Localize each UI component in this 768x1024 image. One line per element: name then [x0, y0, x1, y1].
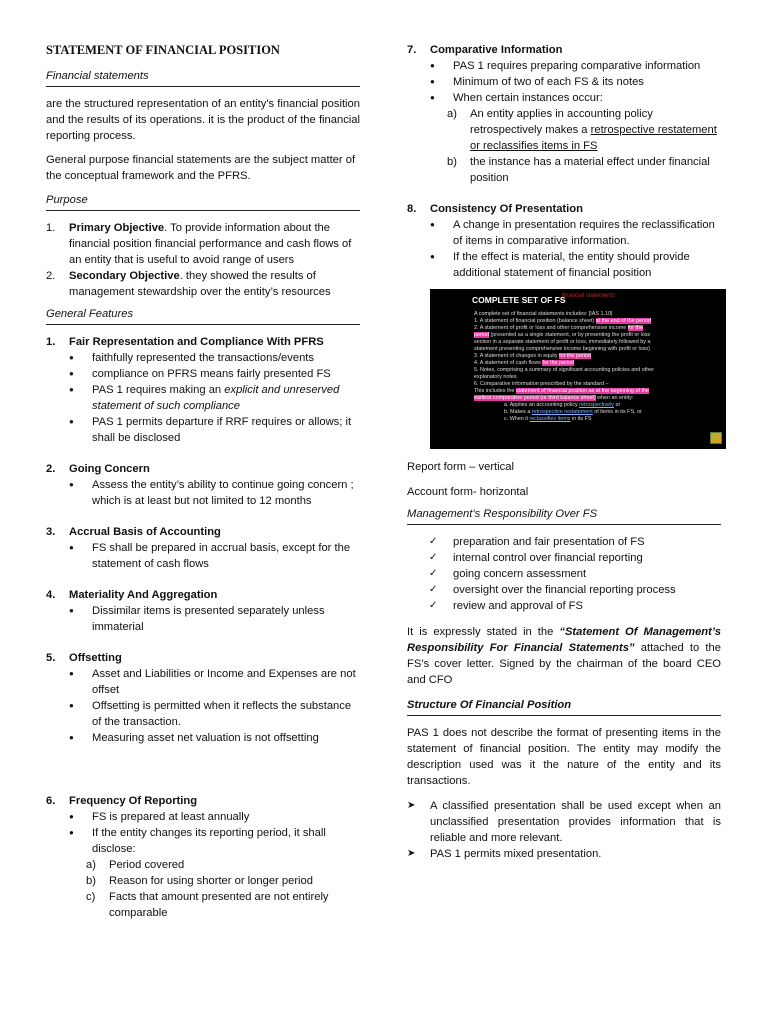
slide-text: 1. A statement of financial position (balance sheet): [474, 318, 596, 324]
feature-title-text: Going Concern: [69, 463, 150, 475]
alpha-marker: a): [86, 859, 96, 871]
bullet-item: [69, 414, 360, 446]
slide-text: 3. A statement of changes in equity: [474, 353, 560, 359]
alpha-item: [69, 857, 360, 873]
check-item: [407, 582, 721, 598]
general-features-heading: General Features: [46, 306, 360, 325]
right-column: [407, 42, 721, 862]
slide-text: of items in its FS, or: [592, 409, 642, 415]
slide-title: COMPLETE SET OF FS: [472, 295, 566, 305]
alpha-item: [430, 154, 721, 186]
slide-highlight: period: [474, 332, 489, 338]
bullet-icon: ●: [69, 669, 74, 678]
structure-heading: Structure Of Financial Position: [407, 697, 721, 716]
purpose-heading: Purpose: [46, 192, 360, 211]
alpha-item: [69, 873, 360, 889]
check-item: [407, 598, 721, 614]
bullet-item: [69, 825, 360, 857]
bullet-item: [69, 382, 360, 414]
feature-comparative-information: [407, 42, 721, 186]
slide-highlight: for the period: [542, 360, 575, 366]
bullet-icon: ●: [69, 417, 74, 426]
bullet-item: [69, 477, 360, 509]
bullet-italic-text: explicit and unreserved statement of such compliance: [92, 384, 340, 412]
bullet-icon: ●: [69, 385, 74, 394]
checkmark-icon: ✓: [429, 552, 438, 563]
feature-title-text: Offsetting: [69, 652, 122, 664]
bullet-icon: ●: [69, 812, 74, 821]
feature-going-concern: [46, 461, 360, 509]
bullet-item: [430, 74, 721, 90]
item-number: 2.: [46, 270, 56, 282]
bullet-icon: ●: [430, 61, 435, 70]
bullet-item: [69, 540, 360, 572]
arrow-bullet-icon: ➤: [407, 800, 416, 811]
feature-materiality: [46, 587, 360, 635]
feature-accrual-basis: [46, 524, 360, 572]
bullet-text: Asset and Liabilities or Income and Expenses are not offset: [92, 668, 356, 696]
item-bold-label: Secondary Objective: [69, 270, 180, 282]
slide-line: [474, 318, 718, 325]
slide-text: 2. A statement of profit or loss and other comprehensive income: [474, 325, 628, 331]
slide-line: explanatory notes.: [474, 374, 519, 380]
feature-title: [46, 461, 360, 477]
slide-text: when an entity:: [595, 395, 634, 401]
item-number: 2.: [46, 463, 56, 475]
slide-highlight: for the period: [559, 353, 591, 359]
slide-text: a. Applies an accounting policy: [504, 402, 580, 408]
item-number: 7.: [407, 44, 417, 56]
slide-line: [474, 332, 718, 339]
check-text: oversight over the financial reporting process: [453, 584, 676, 596]
slide-line: [474, 353, 718, 360]
check-text: internal control over financial reporting: [453, 552, 643, 564]
arrow-text: A classified presentation shall be used except when an unclassified presentation provides information that is reliable and more relevant.: [430, 800, 721, 844]
check-text: going concern assessment: [453, 568, 587, 580]
bullet-icon: ●: [69, 353, 74, 362]
bullet-icon: ●: [430, 77, 435, 86]
complete-set-of-fs-slide-image: [430, 289, 726, 449]
slide-underlined: retrospective restatement: [531, 409, 593, 415]
management-responsibility-heading: Management’s Responsibility Over FS: [407, 506, 721, 525]
feature-offsetting: [46, 650, 360, 746]
feature-title: [46, 524, 360, 540]
slide-underlined: retrospectively: [579, 402, 614, 408]
alpha-text: An entity applies in accounting policy retrospectively makes a: [470, 108, 653, 136]
feature-consistency-of-presentation: [407, 201, 721, 281]
slide-text: b. Makes a: [504, 409, 532, 415]
feature-title: [407, 42, 721, 58]
check-text: review and approval of FS: [453, 600, 583, 612]
bullet-text: FS shall be prepared in accrual basis, except for the statement of cash flows: [92, 542, 351, 570]
bullet-icon: ●: [69, 828, 74, 837]
bullet-text: PAS 1 requires preparing comparative information: [453, 60, 701, 72]
arrow-text: PAS 1 permits mixed presentation.: [430, 848, 602, 860]
slide-highlight: statement of financial position as at the beginning of the: [515, 388, 650, 394]
bullet-text: If the effect is material, the entity should provide additional statement of financial position: [453, 251, 690, 279]
slide-line: [474, 409, 718, 416]
feature-title: [407, 201, 721, 217]
bullet-icon: ●: [430, 220, 435, 229]
bullet-icon: ●: [69, 369, 74, 378]
slide-body: [474, 311, 718, 423]
bullet-item: [69, 366, 360, 382]
bullet-item: [69, 730, 360, 746]
management-statement-paragraph: [407, 624, 721, 688]
slide-corner-icon: [710, 432, 722, 444]
alpha-marker: a): [447, 108, 457, 120]
feature-frequency-of-reporting: [46, 793, 360, 921]
checkmark-icon: ✓: [429, 536, 438, 547]
slide-line: A complete set of financial statements includes: [IAS 1.10]: [474, 311, 613, 317]
bullet-icon: ●: [69, 543, 74, 552]
bullet-text: Minimum of two of each FS & its notes: [453, 76, 644, 88]
bullet-icon: ●: [430, 93, 435, 102]
bullet-text: When certain instances occur:: [453, 92, 603, 104]
feature-title-text: Materiality And Aggregation: [69, 589, 218, 601]
slide-text: This includes the: [474, 388, 516, 394]
slide-underlined: reclassifies items: [529, 416, 571, 422]
alpha-marker: c): [86, 891, 96, 903]
alpha-marker: b): [86, 875, 96, 887]
slide-highlight: at the end of the period: [595, 318, 652, 324]
bullet-text: FS is prepared at least annually: [92, 811, 250, 823]
feature-title-text: Fair Representation and Compliance With PFRS: [69, 336, 324, 348]
slide-text: c. When it: [504, 416, 530, 422]
check-text: preparation and fair presentation of FS: [453, 536, 645, 548]
bullet-text: A change in presentation requires the reclassification of items in comparative information.: [453, 219, 715, 247]
para-text: It is expressly stated in the: [407, 626, 560, 638]
feature-title: [46, 793, 360, 809]
alpha-underlined-text: retrospective restatement or reclassifies items in FS: [470, 124, 717, 152]
bullet-item: [69, 666, 360, 698]
bullet-icon: ●: [69, 480, 74, 489]
slide-line: [474, 416, 718, 423]
left-column: [46, 42, 360, 936]
check-item: [407, 550, 721, 566]
alpha-item: [430, 106, 721, 154]
bullet-text: PAS 1 requires making an: [92, 384, 225, 396]
bullet-text: faithfully represented the transactions/events: [92, 352, 315, 364]
check-item: [407, 566, 721, 582]
fs-general-purpose-paragraph: General purpose financial statements are the subject matter of the conceptual framework and the PFRS.: [46, 154, 356, 182]
slide-line: section in a separate statement of profit or loss, immediately followed by a: [474, 339, 651, 345]
slide-text: (presented as a single statement, or by presenting the profit or loss: [489, 332, 651, 338]
item-number: 1.: [46, 222, 56, 234]
structure-arrow-list: [407, 798, 721, 862]
checkmark-icon: ✓: [429, 568, 438, 579]
bullet-icon: ●: [69, 701, 74, 710]
bullet-item: [69, 809, 360, 825]
alpha-item: [69, 889, 360, 921]
financial-statements-heading: Financial statements: [46, 68, 360, 87]
bullet-icon: ●: [430, 252, 435, 261]
item-number: 6.: [46, 795, 56, 807]
slide-line: [474, 395, 718, 402]
slide-line: statement presenting comprehensive income beginning with profit or loss): [474, 346, 650, 352]
report-form-text: Report form – vertical: [407, 461, 514, 473]
feature-title: [46, 334, 360, 350]
slide-text: or: [613, 402, 621, 408]
bullet-text: Dissimilar items is presented separately unless immaterial: [92, 605, 325, 633]
bullet-item: [69, 698, 360, 730]
item-number: 8.: [407, 203, 417, 215]
bullet-item: [430, 217, 721, 249]
bullet-icon: ●: [69, 733, 74, 742]
slide-text: in its FS: [570, 416, 592, 422]
item-number: 5.: [46, 652, 56, 664]
bullet-icon: ●: [69, 606, 74, 615]
page-title: STATEMENT OF FINANCIAL POSITION: [46, 43, 280, 57]
item-number: 1.: [46, 336, 56, 348]
slide-line: [474, 402, 718, 409]
fs-definition-paragraph: are the structured representation of an entity's financial position and the results of its operations. it is the product of the financial reporting process.: [46, 98, 360, 142]
bullet-item: [69, 603, 360, 635]
item-bold-label: Primary Objective: [69, 222, 165, 234]
slide-line: 6. Comparative information prescribed by the standard –: [474, 381, 609, 387]
structure-paragraph: PAS 1 does not describe the format of presenting items in the statement of financial position. The entity may modify the description used was it the nature of the entity and its transactions.: [407, 727, 721, 787]
account-form-text: Account form- horizontal: [407, 486, 529, 498]
arrow-item: [407, 846, 721, 862]
alpha-marker: b): [447, 156, 457, 168]
item-number: 4.: [46, 589, 56, 601]
arrow-item: [407, 798, 721, 846]
feature-title: [46, 650, 360, 666]
slide-handwritten-note: financial statements: [562, 293, 616, 299]
alpha-text: Facts that amount presented are not entirely comparable: [109, 891, 329, 919]
item-text: . they showed the results of management stewardship over the entity’s resources: [69, 270, 331, 298]
bullet-item: [430, 90, 721, 106]
check-item: [407, 534, 721, 550]
alpha-text: the instance has a material effect under financial position: [470, 156, 710, 184]
bullet-item: [430, 58, 721, 74]
purpose-list: [46, 220, 360, 300]
slide-line: 5. Notes, comprising a summary of significant accounting policies and other: [474, 367, 655, 373]
slide-line: [474, 325, 718, 332]
alpha-text: Period covered: [109, 859, 185, 871]
bullet-text: Offsetting is permitted when it reflects the substance of the transaction.: [92, 700, 352, 728]
slide-highlight: for the: [627, 325, 644, 331]
bullet-text: compliance on PFRS means fairly presented FS: [92, 368, 331, 380]
para-text: attached to the FS’s cover letter. Signed by the chairman of the board CEO and CFO: [407, 642, 721, 686]
feature-title-text: Frequency Of Reporting: [69, 795, 198, 807]
checkmark-icon: ✓: [429, 584, 438, 595]
bullet-text: PAS 1 permits departure if RRF requires or allows; it shall be disclosed: [92, 416, 352, 444]
feature-title-text: Comparative Information: [430, 44, 563, 56]
purpose-item: [46, 220, 360, 268]
checkmark-icon: ✓: [429, 600, 438, 611]
feature-title-text: Consistency Of Presentation: [430, 203, 583, 215]
slide-line: [474, 388, 718, 395]
feature-fair-representation: [46, 334, 360, 446]
bullet-item: [430, 249, 721, 281]
feature-title-text: Accrual Basis of Accounting: [69, 526, 221, 538]
arrow-bullet-icon: ➤: [407, 848, 416, 859]
management-responsibility-list: [407, 534, 721, 614]
slide-line: [474, 360, 718, 367]
bullet-text: If the entity changes its reporting period, it shall disclose:: [92, 827, 326, 855]
item-number: 3.: [46, 526, 56, 538]
bullet-text: Measuring asset net valuation is not offsetting: [92, 732, 319, 744]
purpose-item: [46, 268, 360, 300]
slide-highlight: earliest comparative period (or third balance sheet): [474, 395, 596, 401]
para-bold-italic-text: “Statement Of Management’s Responsibility For Financial Statements”: [407, 626, 721, 654]
slide-text: 4. A statement of cash flows: [474, 360, 543, 366]
item-text: . To provide information about the financial position financial performance and cash flows of an entity that is useful to avoid range of users: [69, 222, 352, 266]
alpha-text: Reason for using shorter or longer period: [109, 875, 313, 887]
bullet-text: Assess the entity’s ability to continue going concern ; which is at least but not limited to 12 months: [92, 479, 354, 507]
feature-title: [46, 587, 360, 603]
bullet-item: [69, 350, 360, 366]
